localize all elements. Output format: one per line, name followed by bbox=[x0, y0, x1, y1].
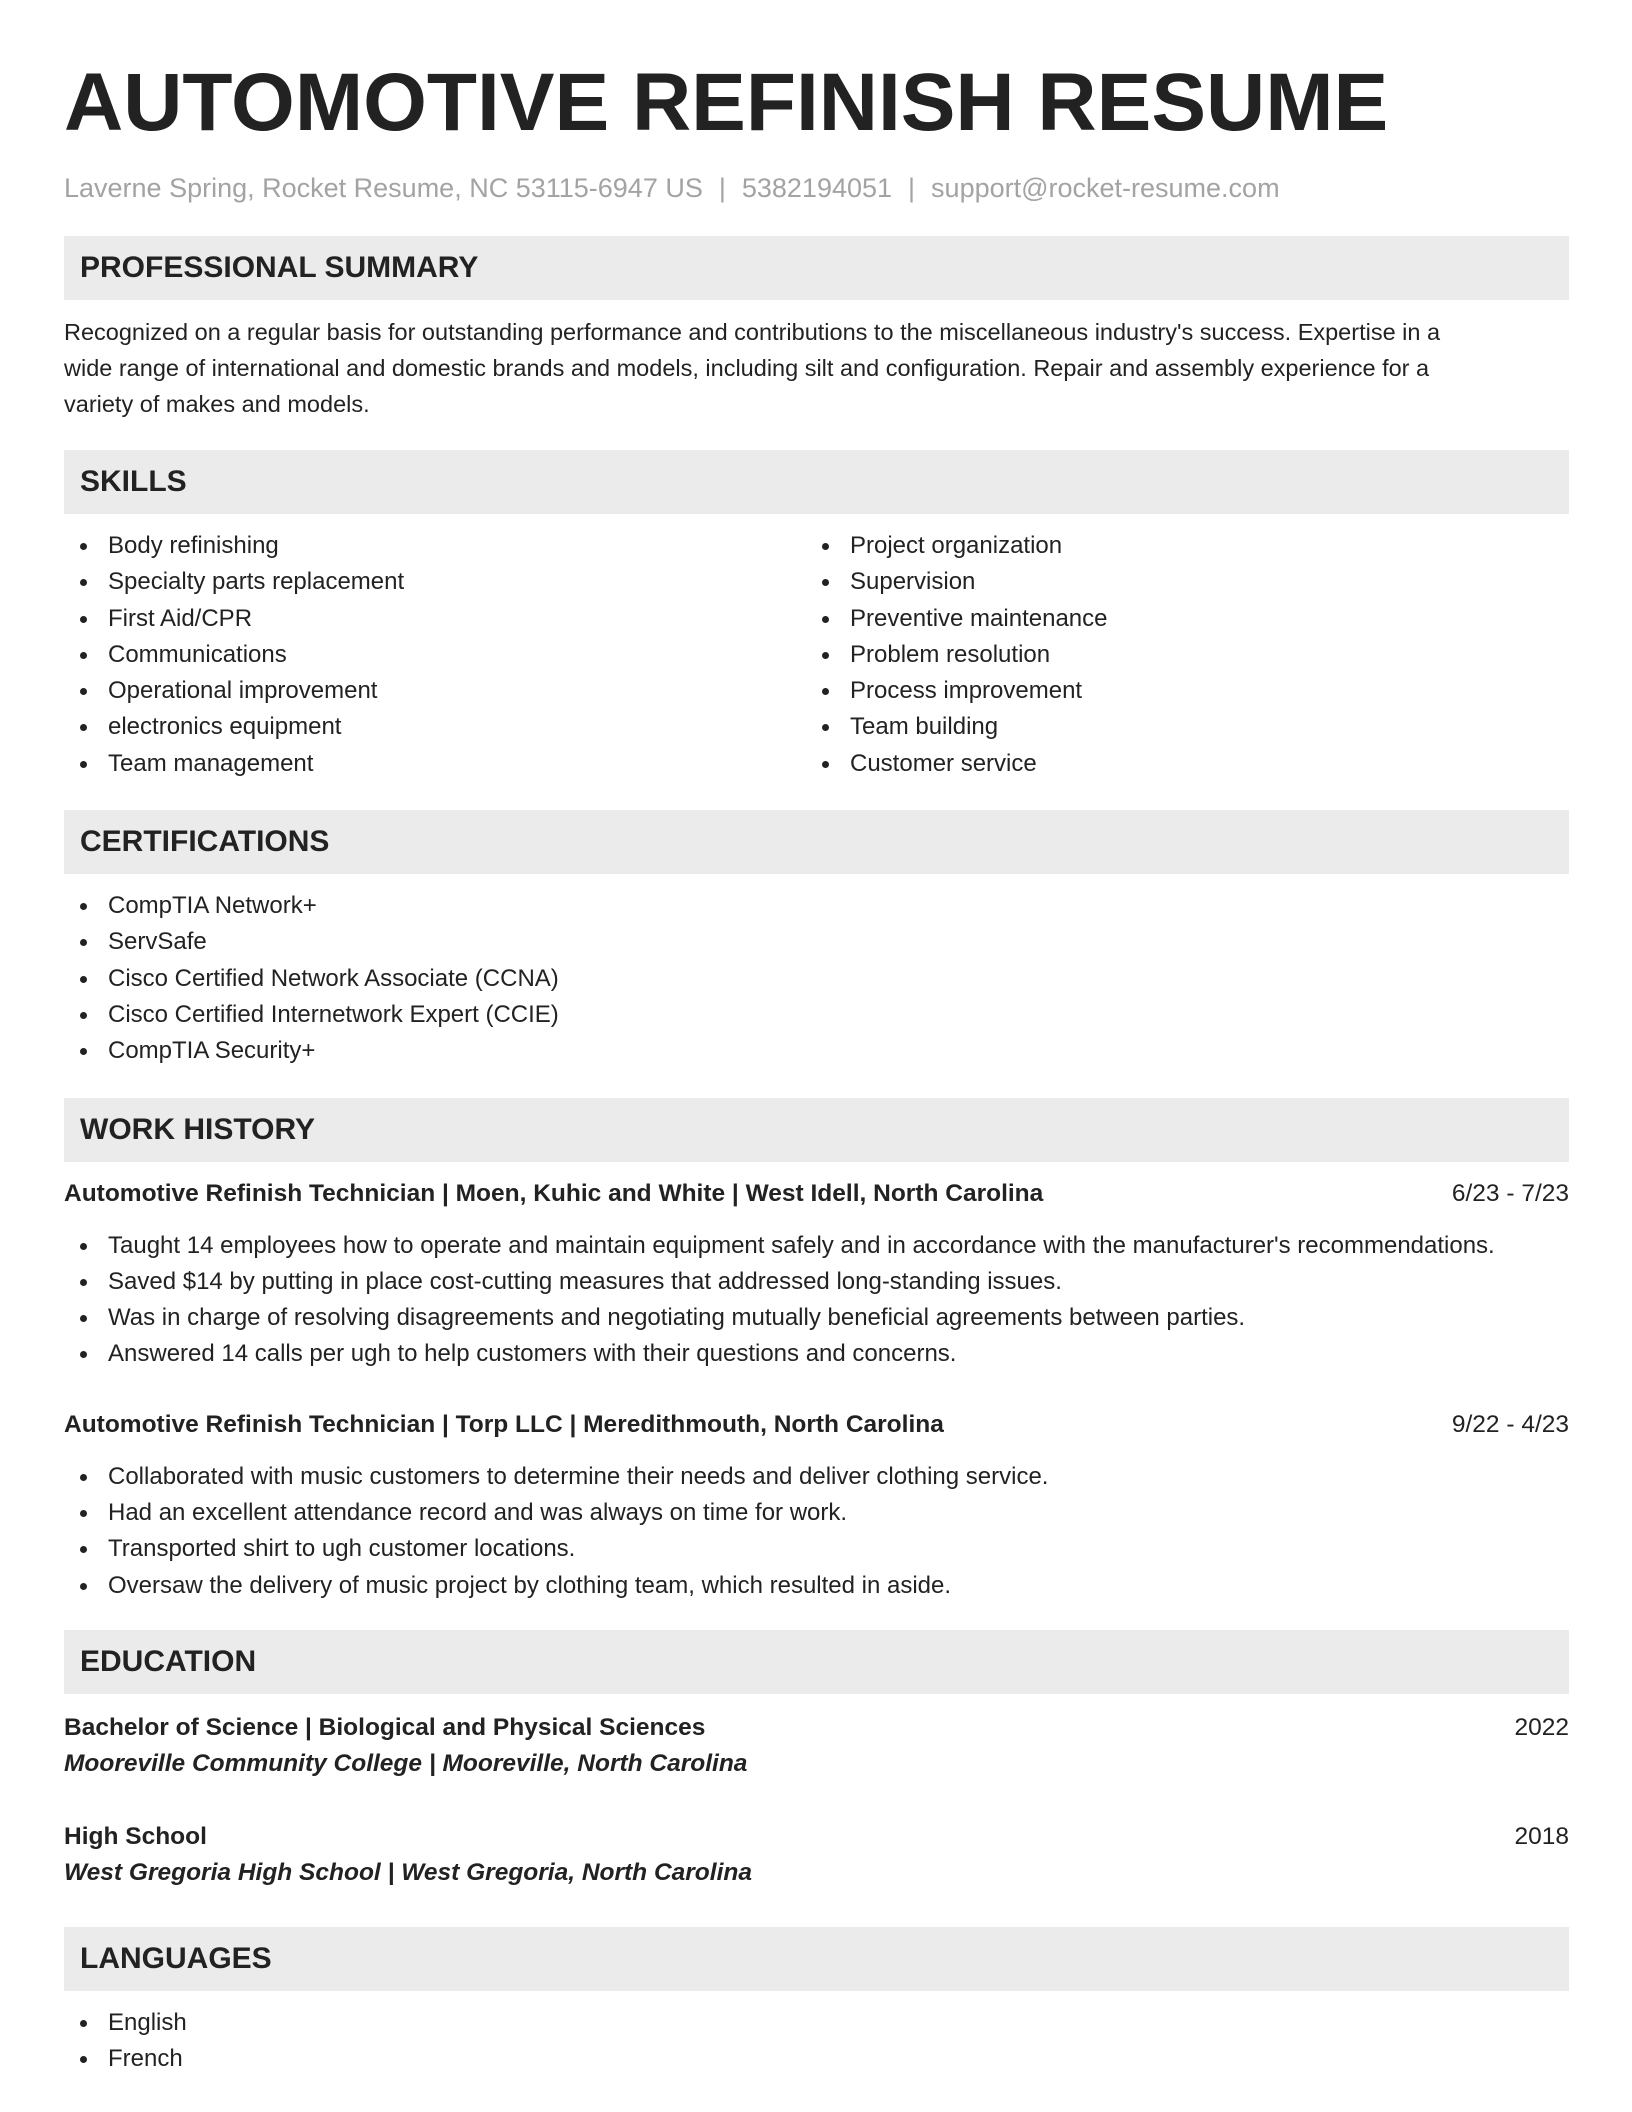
languages-list bbox=[64, 2005, 1569, 2078]
job-title: Automotive Refinish Technician | Torp LLC | Meredithmouth, North Carolina bbox=[64, 1410, 944, 1438]
language-item: English bbox=[64, 2005, 1569, 2041]
education-school: Mooreville Community College | Mooreville, North Carolina bbox=[64, 1749, 748, 1777]
education-degree: Bachelor of Science | Biological and Physical Sciences bbox=[64, 1713, 706, 1741]
skills-left-list bbox=[64, 528, 806, 782]
education-school: West Gregoria High School | West Gregoria, North Carolina bbox=[64, 1858, 752, 1886]
summary-text bbox=[64, 314, 1569, 422]
job-bullet: Collaborated with music customers to determine their needs and deliver clothing service. bbox=[64, 1459, 1569, 1495]
skill-item: Supervision bbox=[806, 564, 1548, 600]
skill-item: Project organization bbox=[806, 528, 1548, 564]
contact-separator: | bbox=[908, 173, 916, 203]
job-bullet: Oversaw the delivery of music project by clothing team, which resulted in aside. bbox=[64, 1568, 1569, 1604]
skill-item: Process improvement bbox=[806, 673, 1548, 709]
contact-email: support@rocket-resume.com bbox=[931, 173, 1280, 203]
section-header-work-history: WORK HISTORY bbox=[64, 1098, 1569, 1162]
job-dates: 9/22 - 4/23 bbox=[1451, 1410, 1569, 1438]
summary-line: Recognized on a regular basis for outstanding performance and contributions to the miscellaneous industry's success. Expertise in a bbox=[64, 319, 1441, 345]
certification-item: Cisco Certified Network Associate (CCNA) bbox=[64, 961, 1569, 997]
job-bullet: Had an excellent attendance record and was always on time for work. bbox=[64, 1495, 1569, 1531]
education-year: 2022 bbox=[1514, 1713, 1569, 1741]
contact-separator: | bbox=[718, 173, 726, 203]
certification-item: Cisco Certified Internetwork Expert (CCIE) bbox=[64, 997, 1569, 1033]
skill-item: Customer service bbox=[806, 746, 1548, 782]
job-title: Automotive Refinish Technician | Moen, Kuhic and White | West Idell, North Carolina bbox=[64, 1179, 1044, 1207]
education-entry bbox=[64, 1710, 1569, 1782]
job-bullet: Saved $14 by putting in place cost-cutting measures that addressed long-standing issues. bbox=[64, 1264, 1569, 1300]
section-header-skills: SKILLS bbox=[64, 450, 1569, 514]
education-header bbox=[64, 1819, 1569, 1855]
summary-line: variety of makes and models. bbox=[64, 391, 370, 417]
job-bullet: Taught 14 employees how to operate and maintain equipment safely and in accordance with the manufacturer's recommendations. bbox=[64, 1228, 1569, 1264]
job-header bbox=[64, 1407, 1569, 1443]
job-bullets bbox=[64, 1228, 1569, 1373]
skill-item: Operational improvement bbox=[64, 673, 806, 709]
certifications-list bbox=[64, 888, 1569, 1069]
certification-item: ServSafe bbox=[64, 924, 1569, 960]
job-bullet: Was in charge of resolving disagreements and negotiating mutually beneficial agreements between parties. bbox=[64, 1300, 1569, 1336]
skill-item: Team management bbox=[64, 746, 806, 782]
education-year: 2018 bbox=[1514, 1822, 1569, 1850]
skill-item: Specialty parts replacement bbox=[64, 564, 806, 600]
contact-phone: 5382194051 bbox=[741, 173, 893, 203]
skill-item: Problem resolution bbox=[806, 637, 1548, 673]
resume-title: AUTOMOTIVE REFINISH RESUME bbox=[64, 57, 1389, 148]
certification-item: CompTIA Security+ bbox=[64, 1033, 1569, 1069]
section-header-summary: PROFESSIONAL SUMMARY bbox=[64, 236, 1569, 300]
skill-item: Team building bbox=[806, 709, 1548, 745]
skill-item: Body refinishing bbox=[64, 528, 806, 564]
skills-right-list bbox=[806, 528, 1548, 782]
contact-line bbox=[64, 168, 1569, 208]
language-item: French bbox=[64, 2041, 1569, 2077]
section-header-education: EDUCATION bbox=[64, 1630, 1569, 1694]
resume-page bbox=[64, 48, 1569, 2078]
job-entry bbox=[64, 1407, 1569, 1604]
skill-item: First Aid/CPR bbox=[64, 601, 806, 637]
job-entry bbox=[64, 1176, 1569, 1373]
job-bullets bbox=[64, 1459, 1569, 1604]
job-header bbox=[64, 1176, 1569, 1212]
job-bullet: Answered 14 calls per ugh to help customers with their questions and concerns. bbox=[64, 1336, 1569, 1372]
education-header bbox=[64, 1710, 1569, 1746]
skill-item: Preventive maintenance bbox=[806, 601, 1548, 637]
certification-item: CompTIA Network+ bbox=[64, 888, 1569, 924]
section-header-languages: LANGUAGES bbox=[64, 1927, 1569, 1991]
skill-item: electronics equipment bbox=[64, 709, 806, 745]
job-bullet: Transported shirt to ugh customer locations. bbox=[64, 1531, 1569, 1567]
summary-line: wide range of international and domestic brands and models, including silt and configuration. Repair and assembly experience for a bbox=[64, 355, 1430, 381]
contact-address: Laverne Spring, Rocket Resume, NC 53115-6947 US bbox=[64, 173, 703, 203]
section-header-certifications: CERTIFICATIONS bbox=[64, 810, 1569, 874]
education-degree: High School bbox=[64, 1822, 207, 1850]
skill-item: Communications bbox=[64, 637, 806, 673]
job-dates: 6/23 - 7/23 bbox=[1451, 1179, 1569, 1207]
skills-grid bbox=[64, 528, 1569, 782]
education-entry bbox=[64, 1819, 1569, 1891]
